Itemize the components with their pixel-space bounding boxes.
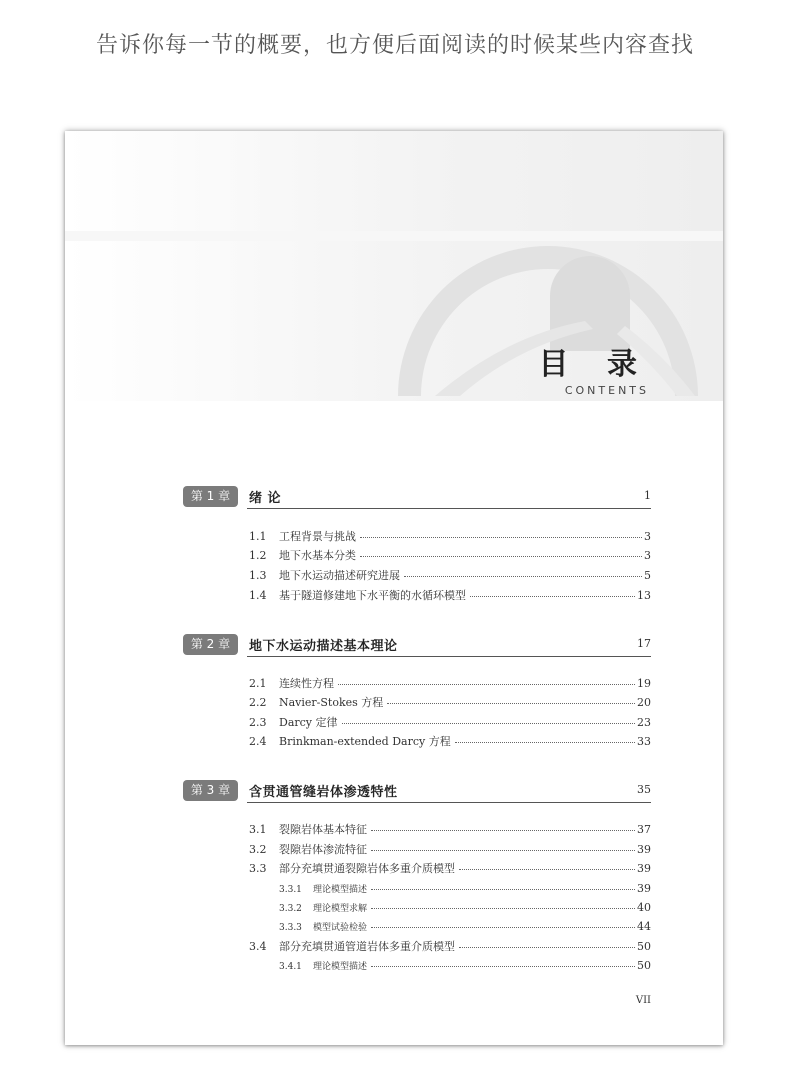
chapter-page-number: 35 xyxy=(637,783,651,796)
toc-entry[interactable] xyxy=(249,734,651,750)
chapter-badge: 第 3 章 xyxy=(183,780,238,801)
section-page-number: 3 xyxy=(644,549,651,562)
section-title: Navier-Stokes 方程 xyxy=(279,696,384,709)
toc-entry[interactable] xyxy=(249,822,651,838)
section-title: 工程背景与挑战 xyxy=(279,530,356,543)
section-title: 地下水运动描述研究进展 xyxy=(279,569,400,582)
section-title: 部分充填贯通裂隙岩体多重介质模型 xyxy=(279,862,455,875)
dot-leader xyxy=(404,576,642,577)
section-page-number: 39 xyxy=(637,843,651,856)
dot-leader xyxy=(338,684,635,685)
section-page-number: 19 xyxy=(637,677,651,690)
toc-subentry[interactable] xyxy=(279,919,651,935)
subsection-number: 3.4.1 xyxy=(279,962,302,972)
dot-leader xyxy=(371,927,635,928)
dot-leader xyxy=(455,742,635,743)
subsection-title: 理论模型描述 xyxy=(313,962,368,972)
toc-subentry[interactable] xyxy=(279,881,651,897)
subsection-number: 3.3.2 xyxy=(279,904,302,914)
toc-subentry[interactable] xyxy=(279,900,651,916)
chapter-heading[interactable] xyxy=(183,634,651,658)
dot-leader xyxy=(360,556,642,557)
section-title: 裂隙岩体渗流特征 xyxy=(279,843,367,856)
subsection-title: 理论模型描述 xyxy=(313,885,368,895)
section-number: 3.4 xyxy=(249,940,267,953)
toc-entry[interactable] xyxy=(249,588,651,604)
section-number: 1.2 xyxy=(249,549,267,562)
section-number: 2.3 xyxy=(249,716,267,729)
section-page-number: 50 xyxy=(637,940,651,953)
dot-leader xyxy=(459,947,635,948)
subsection-number: 3.3.3 xyxy=(279,923,302,933)
dot-leader xyxy=(371,966,635,967)
chapter-divider xyxy=(247,802,651,803)
subsection-page-number: 40 xyxy=(637,901,651,914)
section-page-number: 20 xyxy=(637,696,651,709)
toc-entry[interactable] xyxy=(249,676,651,692)
section-title: 部分充填贯通管道岩体多重介质模型 xyxy=(279,940,455,953)
section-title: 地下水基本分类 xyxy=(279,549,356,562)
section-number: 2.2 xyxy=(249,696,267,709)
caption-text: 告诉你每一节的概要，也方便后面阅读的时候某些内容查找 xyxy=(95,33,694,58)
toc-entry[interactable] xyxy=(249,861,651,877)
section-number: 3.2 xyxy=(249,843,267,856)
section-page-number: 5 xyxy=(644,569,651,582)
subsection-page-number: 50 xyxy=(637,959,651,972)
dot-leader xyxy=(470,596,635,597)
chapter-badge: 第 2 章 xyxy=(183,634,238,655)
dot-leader xyxy=(371,850,635,851)
dot-leader xyxy=(459,869,635,870)
chapter-page-number: 1 xyxy=(644,489,651,502)
section-page-number: 23 xyxy=(637,716,651,729)
chapter-title: 绪 论 xyxy=(249,491,282,506)
section-number: 3.1 xyxy=(249,823,267,836)
chapter-title: 地下水运动描述基本理论 xyxy=(249,639,398,654)
chapter-title: 含贯通管缝岩体渗透特性 xyxy=(249,785,398,800)
section-number: 1.4 xyxy=(249,589,267,602)
dot-leader xyxy=(387,703,635,704)
section-page-number: 39 xyxy=(637,862,651,875)
section-page-number: 3 xyxy=(644,530,651,543)
section-title: 连续性方程 xyxy=(279,677,334,690)
toc-entry[interactable] xyxy=(249,715,651,731)
subsection-title: 理论模型求解 xyxy=(313,904,368,914)
chapter-page-number: 17 xyxy=(637,637,651,650)
section-number: 1.1 xyxy=(249,530,267,543)
section-number: 3.3 xyxy=(249,862,267,875)
section-title: Brinkman-extended Darcy 方程 xyxy=(279,735,451,748)
toc-subentry[interactable] xyxy=(279,958,651,974)
page-folio: VII xyxy=(635,995,651,1006)
subsection-number: 3.3.1 xyxy=(279,885,302,895)
dot-leader xyxy=(342,723,635,724)
section-number: 2.4 xyxy=(249,735,267,748)
subsection-title: 模型试验检验 xyxy=(313,923,368,933)
toc-subtitle: CONTENTS xyxy=(564,384,649,397)
book-page xyxy=(65,131,723,1045)
chapter-heading[interactable] xyxy=(183,780,651,804)
section-page-number: 13 xyxy=(637,589,651,602)
toc-entry[interactable] xyxy=(249,548,651,564)
toc-entry[interactable] xyxy=(249,842,651,858)
subsection-page-number: 39 xyxy=(637,882,651,895)
chapter-divider xyxy=(247,656,651,657)
toc-entry[interactable] xyxy=(249,695,651,711)
chapter-heading[interactable] xyxy=(183,486,651,510)
dot-leader xyxy=(371,830,635,831)
section-title: 裂隙岩体基本特征 xyxy=(279,823,367,836)
dot-leader xyxy=(371,908,635,909)
section-number: 2.1 xyxy=(249,677,267,690)
chapter-divider xyxy=(247,508,651,509)
section-title: Darcy 定律 xyxy=(279,716,338,729)
toc-entry[interactable] xyxy=(249,529,651,545)
dot-leader xyxy=(371,889,635,890)
section-title: 基于隧道修建地下水平衡的水循环模型 xyxy=(279,589,466,602)
subsection-page-number: 44 xyxy=(637,920,651,933)
toc-entry[interactable] xyxy=(249,939,651,955)
toc-title: 目 录 xyxy=(538,347,651,382)
section-page-number: 33 xyxy=(637,735,651,748)
section-page-number: 37 xyxy=(637,823,651,836)
section-number: 1.3 xyxy=(249,569,267,582)
toc-entry[interactable] xyxy=(249,568,651,584)
dot-leader xyxy=(360,537,642,538)
chapter-badge: 第 1 章 xyxy=(183,486,238,507)
